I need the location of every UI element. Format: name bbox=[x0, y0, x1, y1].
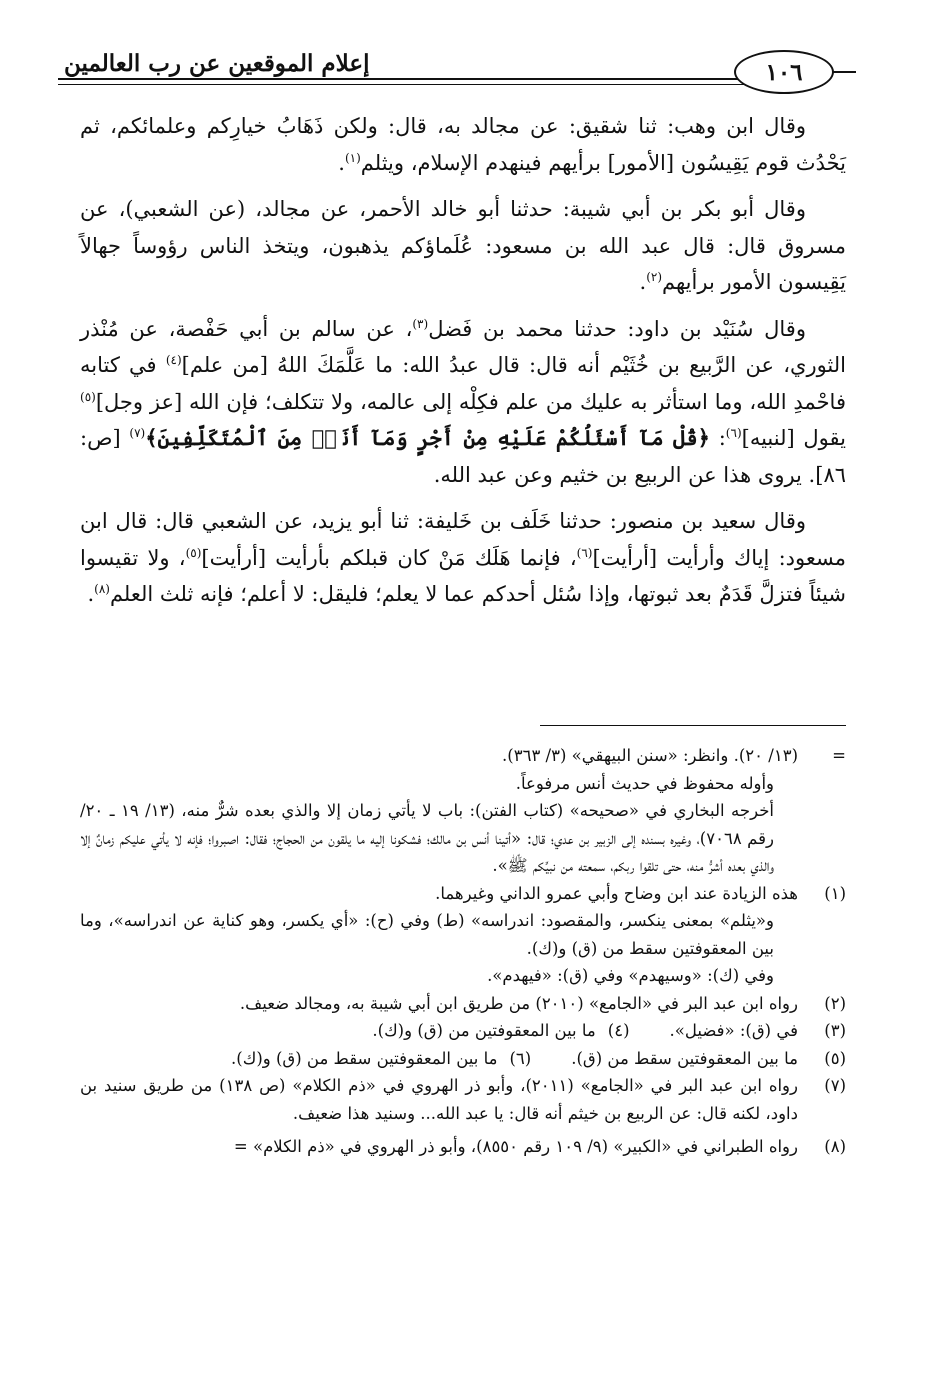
footnote-ref: (٣) bbox=[412, 316, 429, 331]
paragraph-text: : bbox=[709, 426, 726, 450]
paragraph-ibn-abi-shayba bbox=[80, 191, 846, 301]
footnote-inline bbox=[231, 1045, 531, 1073]
quran-verse: ﴿قُلْ مَآ أَسْئَلُكُمْ عَلَيْهِ مِنْ أَجْرٍ وَمَآ أَنَا۠ مِنَ ٱلْمُتَكَلِّفِينَ﴾ bbox=[145, 425, 710, 450]
paragraph-sunayd bbox=[80, 311, 846, 494]
footnote-text: وفي (ك): «وسيهدم» وفي (ق): «فيهدم». bbox=[487, 966, 774, 985]
paragraph-ibn-wahb bbox=[80, 108, 846, 181]
footnotes bbox=[80, 742, 846, 1161]
paragraph-text: [ص: ٨٦]. يروى هذا عن الربيع بن خثيم وعن عبد الله. bbox=[80, 426, 846, 487]
page-number: ١٠٦ bbox=[734, 50, 834, 94]
footnote-text: ما بين المعقوفتين سقط من (ق) و(ك). bbox=[231, 1048, 498, 1068]
footnote-ref: (٧) bbox=[129, 426, 146, 440]
footnote-pair bbox=[80, 1045, 798, 1073]
paragraph-text: وقال سعيد بن منصور: حدثنا خَلَف بن خَليفة: ثنا أبو يزيد، عن الشعبي قال: قال ابن مسعود: إياك وأرأيت [أرأيت] bbox=[80, 509, 846, 570]
footnote-continuation-para bbox=[80, 797, 846, 880]
footnote-1 bbox=[80, 880, 846, 908]
footnote-number: (٤) bbox=[607, 1021, 630, 1040]
header-rule bbox=[58, 78, 748, 80]
running-title: إعلام الموقعين عن رب العالمين bbox=[64, 50, 370, 77]
footnote-5-6 bbox=[80, 1045, 846, 1073]
continuation-mark: = bbox=[832, 746, 846, 765]
footnote-ref: (٤) bbox=[165, 353, 182, 367]
footnote-text: في (ق): «فضيل». bbox=[669, 1021, 798, 1040]
footnote-number: (١) bbox=[824, 883, 846, 903]
paragraph-text: . bbox=[338, 150, 345, 175]
paragraph-text: ، فإنما هَلَك مَنْ كان قبلكم بأرأيت [أرأيت] bbox=[201, 545, 577, 570]
paragraph-text: وقال سُنَيْد بن داود: حدثنا محمد بن فَضل bbox=[428, 316, 806, 341]
footnote-ref: (٢) bbox=[646, 270, 663, 284]
paragraph-text: في كتابه فاحْمدِ الله، وما استأثر به عليك من علم فكِلْه إلى عالمه، ولا تتكلف؛ فإن الله [عز وجل] bbox=[80, 353, 846, 414]
footnote-inline bbox=[372, 1017, 629, 1045]
footnote-1-sub bbox=[80, 907, 846, 962]
footnote-2 bbox=[80, 990, 846, 1018]
footnote-text: وأوله محفوظ في حديث أنس مرفوعاً. bbox=[515, 773, 774, 793]
footnote-text: أخرجه البخاري في «صحيحه» (كتاب الفتن): باب لا يأتي زمان إلا والذي بعده شرٌّ منه، (١٣/ ١٩ ـ ٢٠/ رقم ٧٠٦٨)، وغيره بسنده إلى الزبير بن عدي؛ قال: «أتينا أنس بن مالك؛ فشكونا إليه ما يلقون من الحجاج؛ فقال: اصبروا؛ فإنه لا يأتي عليكم زمانٌ إلا والذي بعده أشرُّ منه، حتى تلقوا ربكم، سمعته من نبيِّكم ﷺ». bbox=[80, 801, 774, 875]
footnote-8 bbox=[80, 1133, 846, 1161]
paragraph-text: . bbox=[639, 270, 647, 294]
footnote-number: (٣) bbox=[824, 1021, 846, 1040]
footnote-number: (٧) bbox=[824, 1076, 846, 1095]
footnote-text: رواه الطبراني في «الكبير» (٩/ ١٠٩ رقم ٨٥٥٠)، وأبو ذر الهروي في «ذم الكلام» = bbox=[233, 1137, 798, 1156]
footnote-number: (٨) bbox=[824, 1137, 846, 1156]
paragraph-text: ، عن سالم بن أبي حَفْصة، عن مُنْذر الثوري، عن الرَّبيع بن خُثَيْم أنه قال: قال عبدُ الله: ما عَلَّمَكَ اللهُ [من علم] bbox=[80, 316, 846, 377]
footnote-continuation-line bbox=[80, 770, 846, 798]
footnote-number: (٢) bbox=[824, 993, 846, 1013]
footnote-pair bbox=[80, 1017, 798, 1045]
page-header bbox=[58, 44, 850, 92]
footnote-ref: (٥) bbox=[80, 389, 96, 404]
footnote-text: هذه الزيادة عند ابن وضاح وأبي عمرو الداني وغيرهما. bbox=[435, 883, 798, 903]
paragraph-said-ibn-mansur bbox=[80, 503, 846, 613]
footnote-number: (٦) bbox=[509, 1048, 532, 1068]
footnote-text: ما بين المعقوفتين سقط من (ق). bbox=[571, 1048, 798, 1068]
footnote-ref: (٥) bbox=[185, 545, 202, 560]
footnote-ref: (٨) bbox=[94, 582, 110, 596]
footnote-text: (١٣/ ٢٠). وانظر: «سنن البيهقي» (٣/ ٣٦٣). bbox=[502, 746, 798, 765]
paragraph-text: . bbox=[87, 582, 95, 606]
footnote-separator bbox=[540, 725, 846, 726]
header-rule-thin bbox=[58, 84, 748, 85]
paragraph-text: وقال ابن وهب: ثنا شقيق: عن مجالد به، قال: ولكن ذَهَابُ خيارِكم وعلمائكم، ثم يَحْدُث قوم يَقِيسُون [الأمور] برأيهم فينهدم الإسلام، ويثلم bbox=[80, 114, 846, 175]
footnote-text: ما بين المعقوفتين من (ق) و(ك). bbox=[372, 1021, 596, 1040]
paragraph-text: يقول [لنبيه] bbox=[741, 426, 846, 450]
footnote-3-4 bbox=[80, 1017, 846, 1045]
footnote-number: (٥) bbox=[824, 1048, 846, 1068]
footnote-ref: (٦) bbox=[576, 545, 593, 560]
footnote-ref: (١) bbox=[344, 150, 361, 165]
footnote-ref: (٦) bbox=[725, 426, 742, 440]
footnote-text: رواه ابن عبد البر في «الجامع» (٢٠١٠) من طريق ابن أبي شيبة به، ومجالد ضعيف. bbox=[239, 993, 798, 1013]
paragraph-text: ، ولا تقيسوا شيئاً فتزلَّ قَدَمٌ بعد ثبوتها، وإذا سُئل أحدكم عما لا يعلم؛ فليقل: لا أعلم؛ فإنه ثلث العلم bbox=[80, 545, 846, 606]
footnote-7 bbox=[80, 1072, 846, 1127]
footnote-1-sub2 bbox=[80, 962, 846, 990]
paragraph-text: وقال أبو بكر بن أبي شيبة: حدثنا أبو خالد الأحمر، عن مجالد، (عن الشعبي)، عن مسروق قال: قال عبد الله بن مسعود: عُلَماؤكم يذهبون، ويتخذ الناس رؤوساً جهالاً يَقِيسون الأمور برأيهم bbox=[80, 197, 846, 294]
footnote-text: و«يثلم» بمعنى ينكسر، والمقصود: اندراسه» (ط) وفي (ح): «أي يكسر، وهو كناية عن اندراسه»، وما بين المعقوفتين سقط من (ق) و(ك). bbox=[80, 911, 774, 958]
footnote-text: رواه ابن عبد البر في «الجامع» (٢٠١١)، وأبو ذر الهروي في «ذم الكلام» (ص ١٣٨) من طريق سنيد بن داود، لكنه قال: عن الربيع بن خيثم أنه قال: يا عبد الله... وسنيد هذا ضعيف. bbox=[80, 1076, 798, 1123]
footnote-continuation bbox=[80, 742, 846, 770]
main-text bbox=[80, 108, 846, 623]
